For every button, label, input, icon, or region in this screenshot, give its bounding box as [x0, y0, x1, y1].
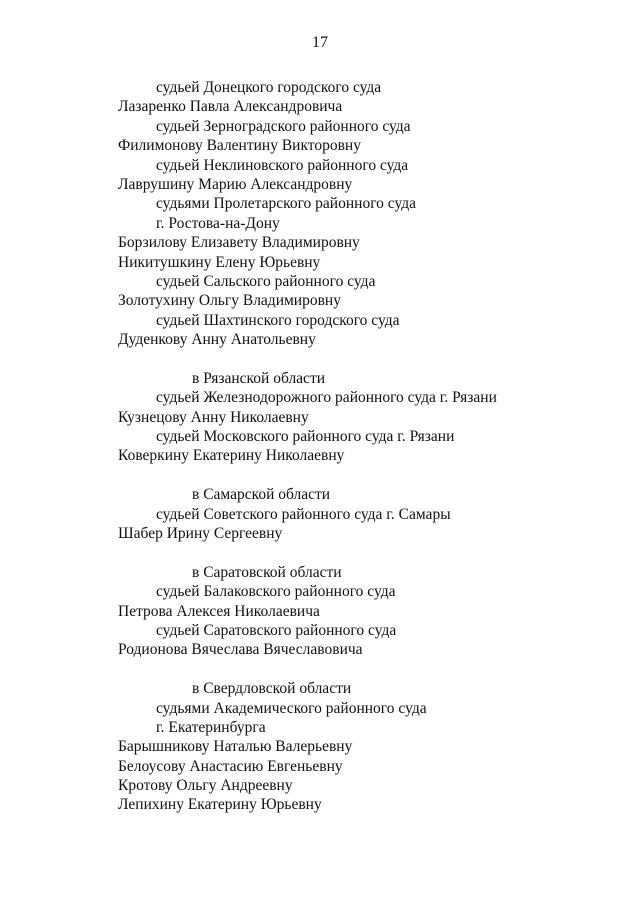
person-name-line: Лепихину Екатерину Юрьевну — [118, 796, 322, 814]
person-name-line: Лаврушину Марию Александровну — [118, 175, 353, 193]
court-appointment-line: судьей Шахтинского городского суда — [156, 311, 400, 329]
paragraph-gap — [0, 349, 640, 368]
region-heading: в Рязанской области — [192, 369, 326, 387]
region-heading: в Самарской области — [192, 486, 331, 504]
person-name-line: Родионова Вячеслава Вячеславовича — [118, 641, 363, 659]
court-appointment-line: г. Ростова-на-Дону — [156, 214, 280, 232]
court-appointment-line: судьей Донецкого городского суда — [156, 79, 382, 96]
region-heading: в Саратовской области — [192, 563, 342, 581]
person-name-line: Лазаренко Павла Александровича — [118, 98, 343, 116]
region-heading: в Свердловской области — [192, 680, 352, 698]
page-number: 17 — [312, 34, 328, 51]
person-name-line: Никитушкину Елену Юрьевну — [118, 253, 321, 271]
person-name-line: Филимонову Валентину Викторовну — [118, 137, 361, 155]
person-name-line: Кузнецову Анну Николаевну — [118, 408, 309, 426]
court-appointment-line: судьей Сальского районного суда — [156, 272, 376, 290]
court-appointment-line: судьей Неклиновского районного суда — [156, 156, 409, 174]
person-name-line: Кротову Ольгу Андреевну — [118, 777, 293, 795]
court-appointment-line: судьей Железнодорожного районного суда г. Рязани — [156, 389, 497, 407]
person-name-line: Золотухину Ольгу Владимировну — [118, 292, 341, 310]
person-name-line: Дуденкову Анну Анатольевну — [118, 331, 316, 349]
paragraph-gap — [0, 466, 640, 485]
person-name-line: Шабер Ирину Сергеевну — [118, 524, 283, 542]
court-appointment-line: судьей Советского районного суда г. Самары — [156, 505, 451, 523]
court-appointment-line: судьями Академического районного суда — [156, 699, 427, 717]
court-appointment-line: судьей Московского районного суда г. Рязани — [156, 428, 455, 446]
court-appointment-line: судьей Саратовского районного суда — [156, 621, 397, 639]
court-appointment-line: г. Екатеринбурга — [156, 718, 266, 736]
court-appointment-line: судьей Балаковского районного суда — [156, 583, 396, 601]
person-name-line: Петрова Алексея Николаевича — [118, 602, 320, 620]
document-body — [0, 78, 640, 815]
person-name-line: Коверкину Екатерину Николаевну — [118, 447, 345, 465]
person-name-line: Барышникову Наталью Валерьевну — [118, 738, 353, 756]
paragraph-gap — [0, 660, 640, 679]
court-appointment-line: судьями Пролетарского районного суда — [156, 195, 417, 213]
person-name-line: Белоусову Анастасию Евгеньевну — [118, 757, 343, 775]
court-appointment-line: судьей Зерноградского районного суда — [156, 117, 411, 135]
paragraph-gap — [0, 543, 640, 562]
person-name-line: Борзилову Елизавету Владимировну — [118, 234, 360, 252]
